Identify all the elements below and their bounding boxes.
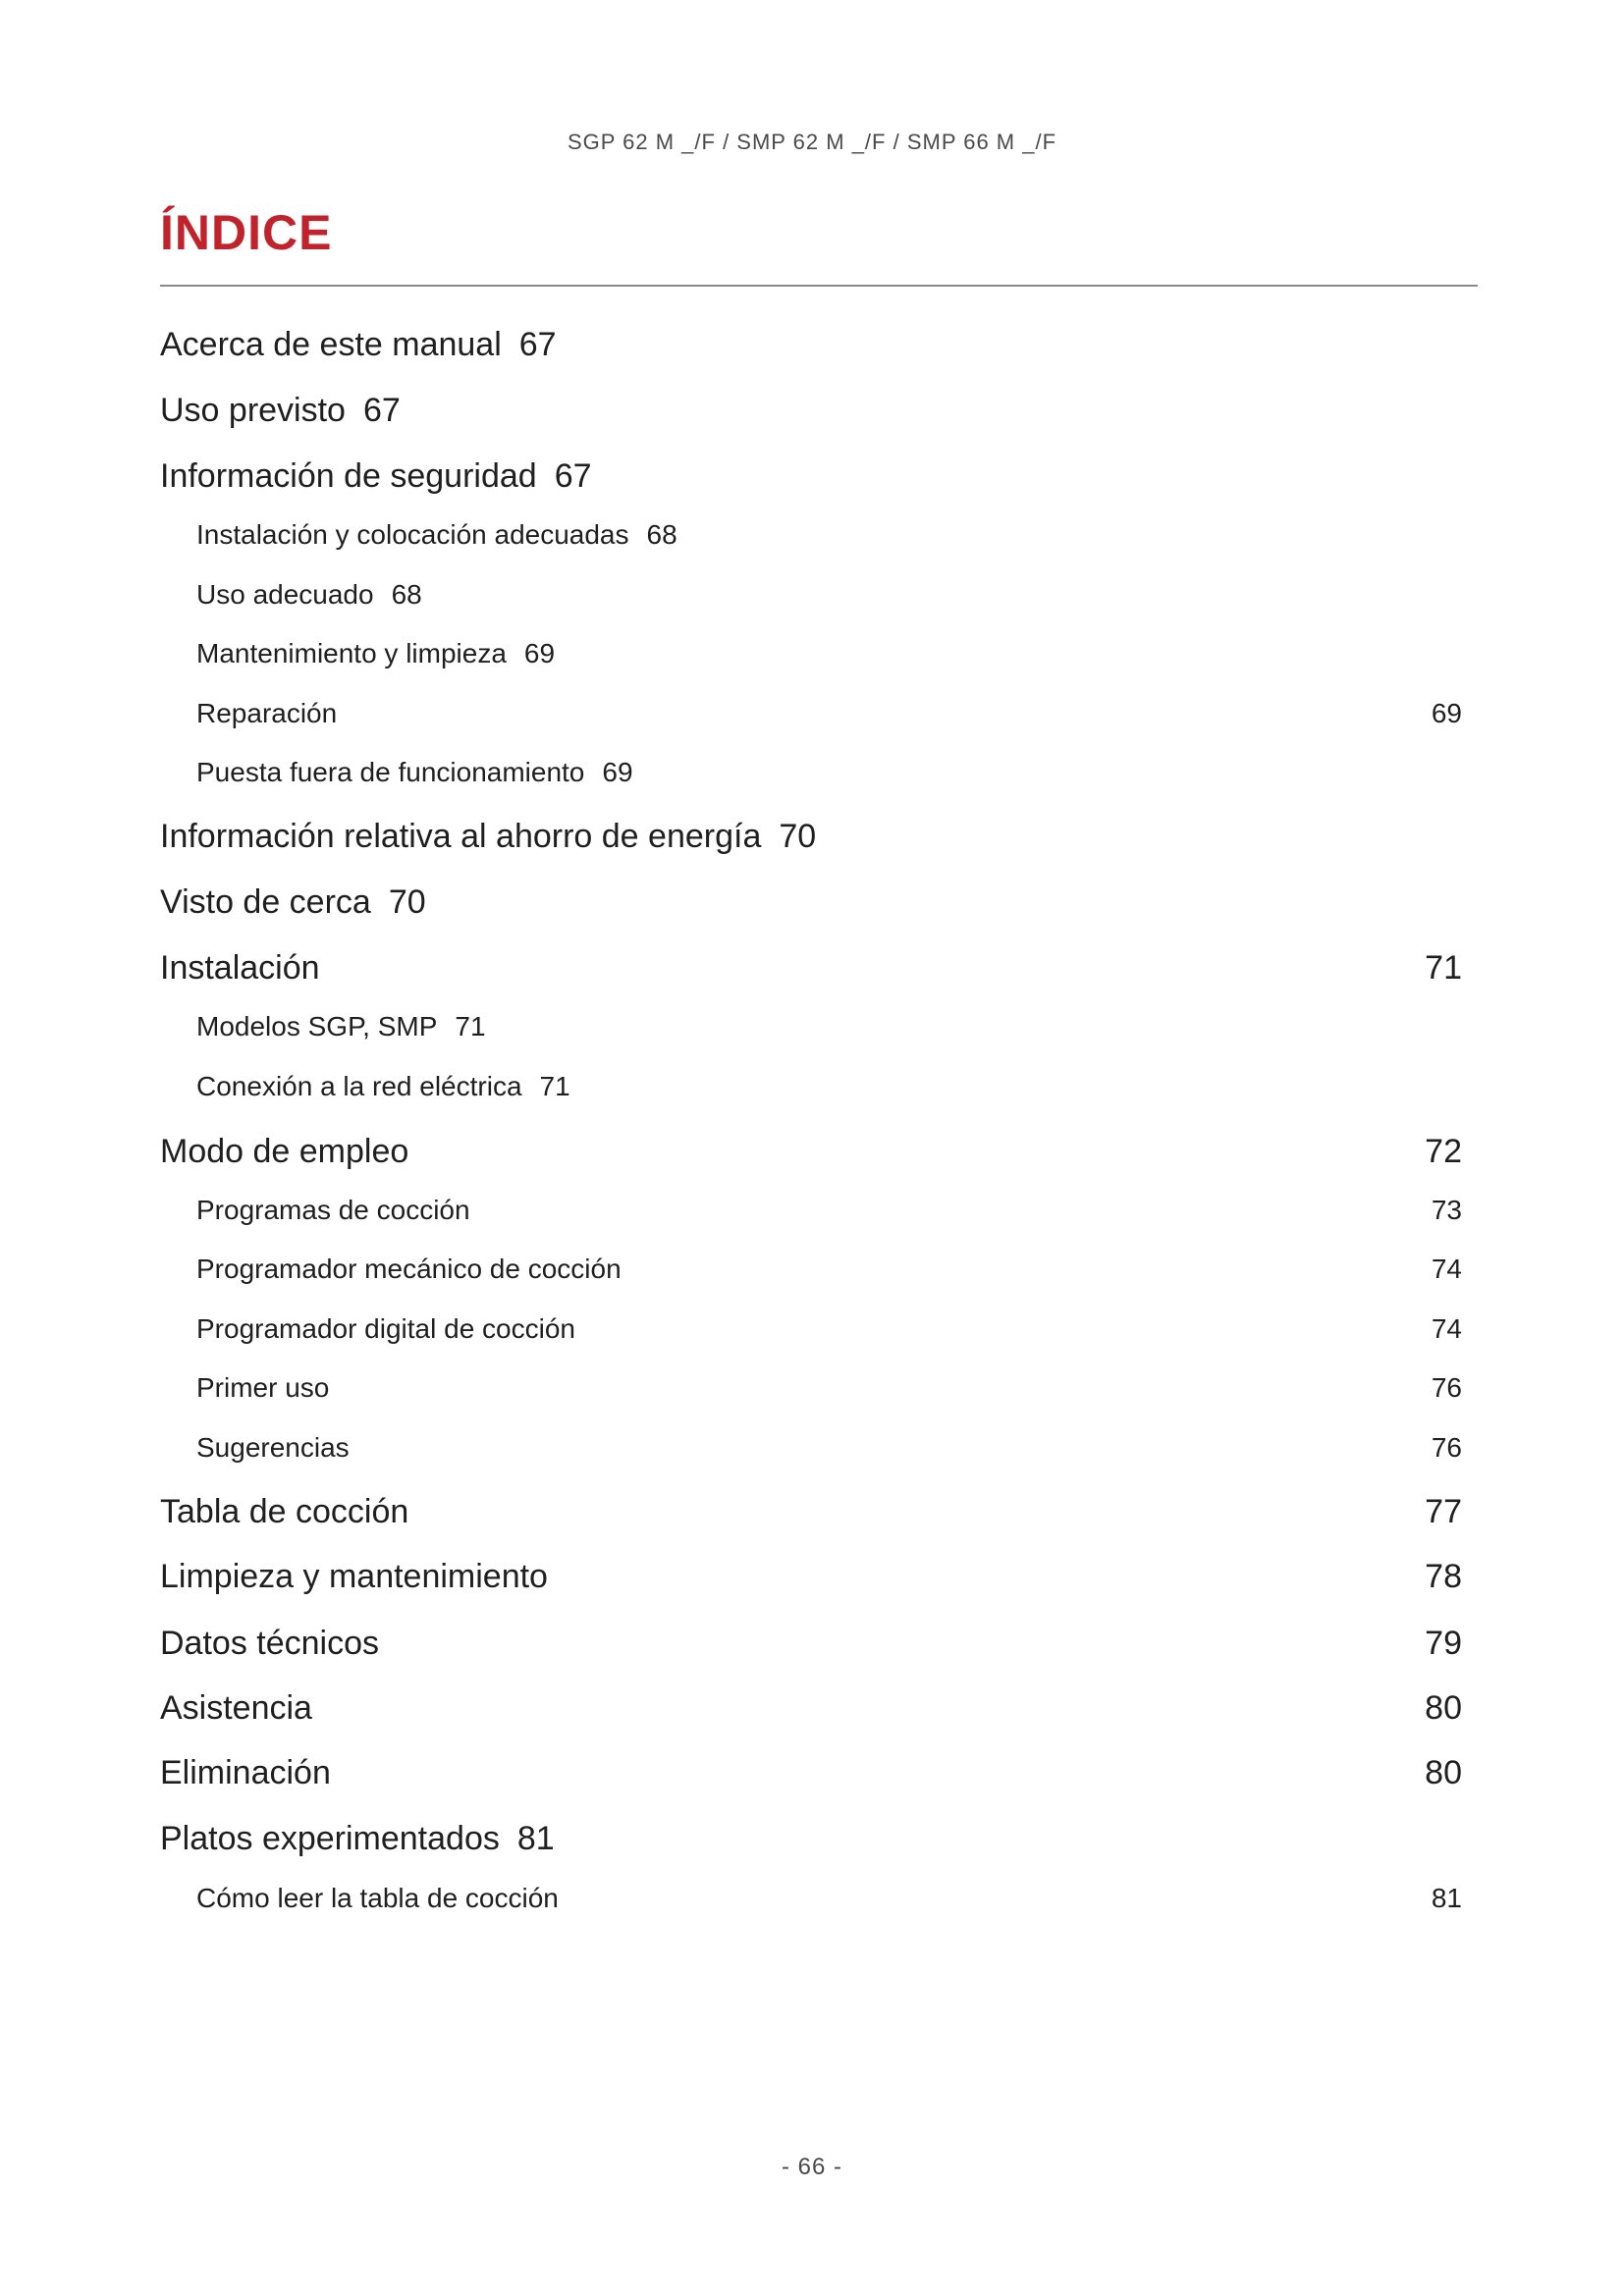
toc-entry-title: Tabla de cocción <box>160 1493 409 1530</box>
toc-entry-title: Uso previsto 67 <box>160 392 401 429</box>
toc-entry-page: 73 <box>1431 1195 1462 1225</box>
toc-entry-page: 80 <box>1425 1754 1462 1791</box>
toc-entry-page: 71 <box>539 1071 570 1101</box>
toc-entry-title: Acerca de este manual 67 <box>160 326 557 363</box>
toc-entry-title: Modo de empleo <box>160 1133 409 1170</box>
toc-entry-page: 76 <box>1431 1432 1462 1463</box>
toc-entry-page: 67 <box>362 392 401 429</box>
toc-entry-title: Programador mecánico de cocción <box>196 1254 622 1284</box>
toc-entry-page: 69 <box>523 638 556 668</box>
toc-entry-page: 68 <box>646 519 677 550</box>
toc-entry-title: Limpieza y mantenimiento <box>160 1558 548 1595</box>
toc-entry-title: Datos técnicos <box>160 1625 379 1662</box>
toc-entry-title: Programador digital de cocción <box>196 1313 575 1344</box>
toc-entry-page: 71 <box>455 1011 486 1041</box>
toc-entry-page: 81 <box>1431 1883 1462 1913</box>
toc-entry-page: 72 <box>1425 1133 1462 1170</box>
toc-entry-title: Uso adecuado 68 <box>196 579 422 610</box>
toc-entry-title: Instalación y colocación adecuadas 68 <box>196 519 677 550</box>
toc-entry-title: Visto de cerca 70 <box>160 883 426 921</box>
page-title: ÍNDICE <box>160 205 333 260</box>
toc-entry-title: Platos experimentados 81 <box>160 1820 555 1857</box>
toc-entry-page: 77 <box>1425 1493 1462 1530</box>
toc-entry-page: 74 <box>1431 1313 1462 1344</box>
toc-entry-title: Conexión a la red eléctrica 71 <box>196 1071 570 1101</box>
toc-entry-title: Programas de cocción <box>196 1195 470 1225</box>
toc-entry-title: Puesta fuera de funcionamiento 69 <box>196 757 633 787</box>
toc-entry-title: Cómo leer la tabla de cocción <box>196 1883 559 1913</box>
toc-entry-page: 68 <box>391 579 422 610</box>
toc-entry-title: Eliminación <box>160 1754 331 1791</box>
toc-entry-title: Primer uso <box>196 1372 330 1403</box>
toc-entry-page: 69 <box>602 757 633 787</box>
model-header: SGP 62 M _/F / SMP 62 M _/F / SMP 66 M _/F <box>567 130 1057 154</box>
toc-entry-title: Sugerencias <box>196 1432 350 1463</box>
toc-entry-page: 81 <box>516 1820 555 1857</box>
toc-entry-title: Información de seguridad 67 <box>160 457 592 495</box>
toc-entry-title: Modelos SGP, SMP 71 <box>196 1011 486 1041</box>
toc-entry-page: 67 <box>518 326 557 363</box>
toc-entry-title: Asistencia <box>160 1689 312 1727</box>
toc-entry-title: Reparación <box>196 698 338 728</box>
toc-entry-title: Mantenimiento y limpieza 69 <box>196 638 556 668</box>
toc-entry-page: 79 <box>1425 1625 1462 1662</box>
toc-entry-title: Instalación <box>160 949 320 987</box>
toc-entry-page: 71 <box>1425 949 1462 987</box>
page-number: - 66 - <box>781 2154 842 2180</box>
toc-entry-page: 67 <box>554 457 592 495</box>
toc-entry-page: 78 <box>1425 1558 1462 1595</box>
toc-entry-page: 70 <box>779 818 817 855</box>
toc-entry-page: 76 <box>1431 1372 1462 1403</box>
toc-entry-title: Información relativa al ahorro de energía 70 <box>160 818 817 855</box>
toc-entry-page: 70 <box>388 883 426 921</box>
toc-entry-page: 80 <box>1425 1689 1462 1727</box>
toc-entry-page: 74 <box>1431 1254 1462 1284</box>
toc-entry-page: 69 <box>1431 698 1462 728</box>
